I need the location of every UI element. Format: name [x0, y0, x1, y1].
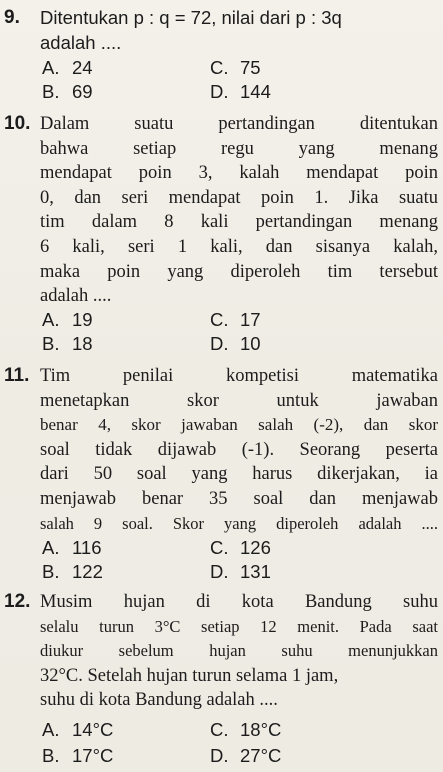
option-d — [210, 80, 271, 104]
question-line: Musim hujan di kota Bandung suhu — [40, 592, 438, 612]
option-d — [210, 560, 271, 584]
option-letter: B. — [42, 561, 60, 582]
question-line: dari 50 soal yang harus dikerjakan, ia — [40, 464, 438, 485]
option-letter: A. — [42, 57, 60, 78]
option-value: 14°C — [72, 719, 114, 740]
question-line: salah 9 soal. Skor yang diperoleh adalah .... — [40, 513, 438, 533]
option-letter: B. — [42, 333, 60, 354]
option-letter: D. — [210, 745, 229, 766]
option-b — [42, 332, 93, 356]
option-letter: C. — [210, 719, 229, 740]
option-value: 131 — [240, 561, 271, 582]
option-value: 144 — [240, 81, 271, 102]
option-value: 10 — [240, 333, 261, 354]
question-line: diukur sebelum hujan suhu menunjukkan — [40, 641, 438, 661]
question-number: 9. — [4, 7, 20, 28]
question-line: adalah .... — [40, 31, 122, 53]
option-letter: A. — [42, 309, 60, 330]
question-line: Tim penilai kompetisi matematika — [40, 366, 438, 386]
question-line: menjawab benar 35 soal dan menjawab — [40, 488, 438, 509]
question-text — [40, 6, 438, 55]
question-line: maka poin yang diperoleh tim tersebut — [40, 261, 438, 282]
option-value: 19 — [72, 309, 93, 330]
option-value: 27°C — [240, 745, 282, 766]
option-letter: A. — [42, 719, 60, 740]
option-letter: C. — [210, 537, 229, 558]
option-c — [210, 718, 281, 742]
option-c — [210, 308, 261, 332]
question-text — [40, 364, 438, 536]
option-value: 69 — [72, 81, 93, 102]
option-c — [210, 536, 271, 560]
option-a — [42, 308, 93, 332]
option-value: 126 — [240, 537, 271, 558]
question-line: selalu turun 3°C setiap 12 menit. Pada saat — [40, 616, 438, 636]
question-line: 32°C. Setelah hujan turun selama 1 jam, — [40, 665, 339, 686]
option-d — [210, 332, 261, 356]
question-line: adalah .... — [40, 286, 112, 307]
question-number: 11. — [4, 365, 30, 386]
option-d — [210, 744, 281, 768]
question-number: 12. — [4, 591, 31, 612]
question-text — [40, 112, 438, 309]
question-line: 6 kali, seri 1 kali, dan sisanya kalah, — [40, 236, 438, 257]
option-a — [42, 56, 93, 80]
option-value: 122 — [72, 561, 103, 582]
option-value: 24 — [72, 57, 93, 78]
option-value: 116 — [72, 537, 102, 558]
option-value: 17°C — [72, 745, 114, 766]
option-b — [42, 560, 103, 584]
question-line: benar 4, skor jawaban salah (-2), dan skor — [40, 415, 438, 435]
question-line: 0, dan seri mendapat poin 1. Jika suatu — [40, 187, 438, 208]
question-line: Dalam suatu pertandingan ditentukan — [40, 114, 438, 134]
question-line: mendapat poin 3, kalah mendapat poin — [40, 163, 438, 184]
option-letter: B. — [42, 745, 60, 766]
question-line: tim dalam 8 kali pertandingan menang — [40, 212, 438, 233]
option-letter: A. — [42, 537, 60, 558]
option-letter: D. — [210, 561, 229, 582]
option-c — [210, 56, 261, 80]
option-b — [42, 744, 113, 768]
option-letter: D. — [210, 81, 229, 102]
question-line: soal tidak dijawab (-1). Seorang peserta — [40, 439, 438, 460]
option-a — [42, 536, 102, 560]
question-line: menetapkan skor untuk jawaban — [40, 390, 438, 411]
question-line: Ditentukan p : q = 72, nilai dari p : 3q — [40, 7, 342, 28]
option-letter: C. — [210, 57, 229, 78]
question-line: suhu di kota Bandung adalah .... — [40, 690, 278, 711]
option-letter: B. — [42, 81, 60, 102]
question-number: 10. — [4, 113, 31, 134]
option-value: 75 — [240, 57, 261, 78]
option-a — [42, 718, 113, 742]
question-line: bahwa setiap regu yang menang — [40, 138, 438, 159]
option-letter: C. — [210, 309, 229, 330]
question-text — [40, 590, 438, 713]
option-value: 18 — [72, 333, 93, 354]
option-value: 17 — [240, 309, 261, 330]
option-value: 18°C — [240, 719, 282, 740]
option-letter: D. — [210, 333, 229, 354]
option-b — [42, 80, 93, 104]
